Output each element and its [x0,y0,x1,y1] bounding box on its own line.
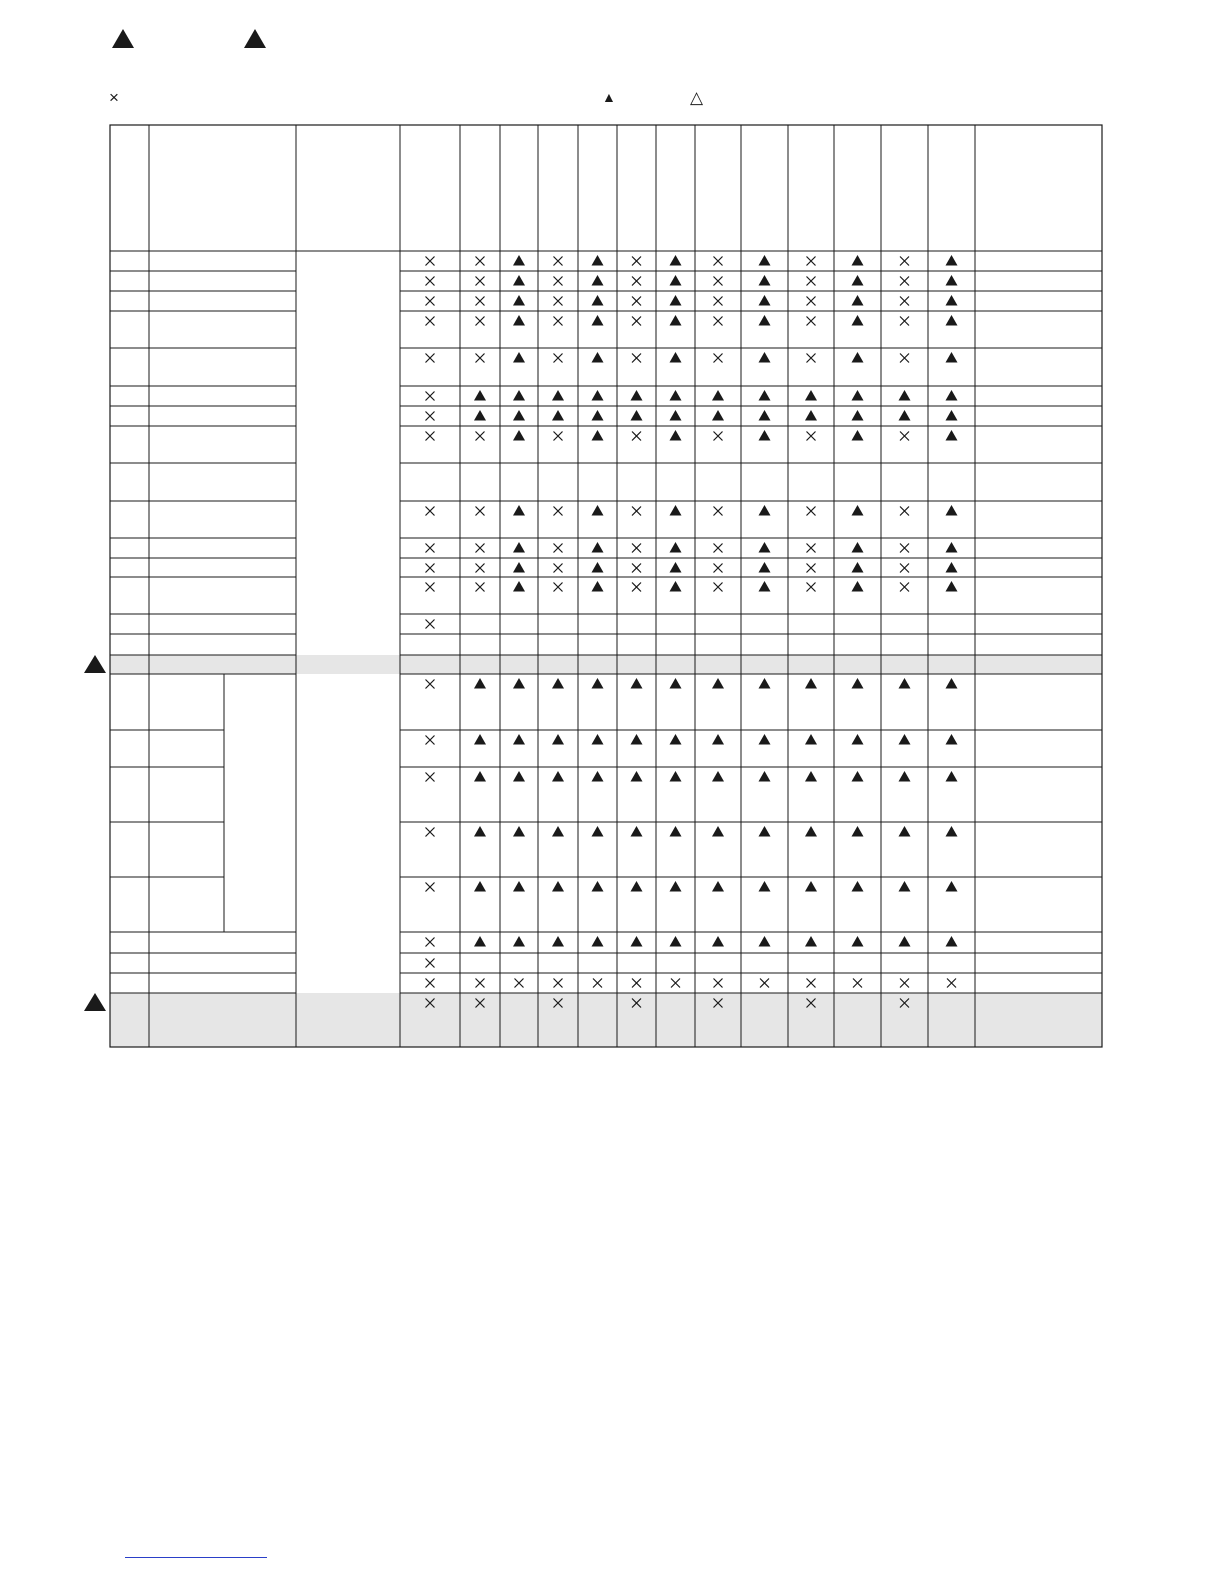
triangle-mark [592,315,604,326]
triangle-mark [759,581,771,592]
cross-mark [426,680,435,689]
cross-mark [807,979,816,988]
triangle-mark [946,430,958,441]
cross-mark [426,544,435,553]
triangle-mark [946,826,958,837]
triangle-mark [592,542,604,553]
cross-mark [807,354,816,363]
cross-mark [426,583,435,592]
cross-mark [426,297,435,306]
cross-mark [714,544,723,553]
triangle-mark [631,410,643,421]
triangle-mark [852,255,864,266]
triangle-mark [712,390,724,401]
triangle-mark [513,352,525,363]
cross-mark [426,432,435,441]
cross-mark [714,297,723,306]
triangle-mark [946,542,958,553]
triangle-mark [670,881,682,892]
shaded-row [110,993,1102,1047]
triangle-mark [513,826,525,837]
triangle-mark [805,410,817,421]
cross-mark [476,317,485,326]
triangle-mark [852,734,864,745]
triangle-mark [946,581,958,592]
cross-mark [900,507,909,516]
cross-mark [807,544,816,553]
triangle-mark [513,390,525,401]
triangle-mark [852,352,864,363]
footer-link-underline [125,1557,267,1558]
triangle-mark [712,410,724,421]
cross-mark [714,354,723,363]
triangle-mark [712,826,724,837]
triangle-mark [759,352,771,363]
triangle-mark [670,562,682,573]
triangle-mark [852,826,864,837]
triangle-mark [852,936,864,947]
revision-triangle-icon [84,655,106,673]
triangle-mark [474,936,486,947]
triangle-mark [592,352,604,363]
cross-mark [900,257,909,266]
cross-mark [426,736,435,745]
triangle-mark [712,678,724,689]
cross-mark [947,979,956,988]
triangle-mark [670,542,682,553]
cross-mark [900,544,909,553]
triangle-mark [631,826,643,837]
triangle-mark [670,678,682,689]
triangle-mark [852,881,864,892]
cross-mark [632,564,641,573]
triangle-mark [899,390,911,401]
triangle-mark [592,295,604,306]
cross-mark [760,979,769,988]
cross-mark [632,979,641,988]
triangle-mark [513,936,525,947]
triangle-mark [852,771,864,782]
cross-mark [426,317,435,326]
cross-mark [554,979,563,988]
cross-mark [900,354,909,363]
triangle-mark [631,734,643,745]
triangle-mark [513,542,525,553]
triangle-mark [631,771,643,782]
cross-mark [554,432,563,441]
triangle-mark [552,410,564,421]
triangle-mark [513,315,525,326]
triangle-mark [670,771,682,782]
triangle-mark [946,771,958,782]
cross-mark [807,583,816,592]
triangle-mark [513,881,525,892]
cross-mark [632,317,641,326]
open-triangle-legend-icon: △ [690,88,704,107]
cross-mark [426,412,435,421]
triangle-mark [852,390,864,401]
triangle-mark [670,390,682,401]
triangle-mark [946,255,958,266]
triangle-mark [759,542,771,553]
triangle-mark [852,315,864,326]
cross-mark [476,354,485,363]
cross-mark [807,317,816,326]
cross-mark [900,317,909,326]
triangle-mark [592,275,604,286]
cross-mark [554,583,563,592]
cross-mark [426,883,435,892]
triangle-mark [805,734,817,745]
cross-mark [632,432,641,441]
triangle-mark [513,562,525,573]
triangle-mark [899,936,911,947]
cross-mark [426,257,435,266]
triangle-mark [946,505,958,516]
triangle-mark [513,430,525,441]
triangle-mark [946,352,958,363]
triangle-mark [592,410,604,421]
cross-mark [426,979,435,988]
cross-mark [476,583,485,592]
cross-mark [476,979,485,988]
cross-mark [426,828,435,837]
triangle-mark [552,771,564,782]
cross-mark [426,392,435,401]
cross-mark [476,507,485,516]
cross-mark [632,297,641,306]
triangle-mark [852,581,864,592]
triangle-mark [852,542,864,553]
triangle-mark [552,734,564,745]
cross-mark [476,432,485,441]
triangle-mark [852,275,864,286]
triangle-mark [805,881,817,892]
triangle-mark [759,562,771,573]
triangle-mark [631,390,643,401]
cross-mark [632,507,641,516]
cross-mark [426,620,435,629]
triangle-mark [592,505,604,516]
triangle-mark [759,936,771,947]
triangle-mark [852,410,864,421]
triangle-mark [759,678,771,689]
triangle-mark [592,581,604,592]
cross-mark [632,257,641,266]
triangle-mark [631,936,643,947]
cross-mark [426,938,435,947]
triangle-mark [852,505,864,516]
triangle-mark [474,678,486,689]
cross-mark [554,564,563,573]
cross-mark [900,277,909,286]
filled-triangle-legend-icon: ▲ [602,89,616,105]
cross-mark [554,297,563,306]
triangle-mark [759,410,771,421]
cross-mark [426,564,435,573]
triangle-mark [759,826,771,837]
triangle-mark [592,771,604,782]
triangle-mark [946,881,958,892]
triangle-mark [592,678,604,689]
triangle-mark [592,881,604,892]
cross-mark [807,432,816,441]
triangle-mark [759,390,771,401]
cross-mark [714,317,723,326]
triangle-mark [513,734,525,745]
triangle-mark [946,734,958,745]
triangle-mark [712,936,724,947]
cross-mark [554,544,563,553]
triangle-mark [670,352,682,363]
cross-mark [476,564,485,573]
triangle-mark [946,410,958,421]
cross-legend-icon: × [109,88,119,107]
triangle-mark [552,881,564,892]
triangle-mark [852,295,864,306]
triangle-mark [759,295,771,306]
cross-mark [476,544,485,553]
triangle-mark [670,734,682,745]
cross-mark [900,979,909,988]
triangle-mark [592,430,604,441]
triangle-mark [592,826,604,837]
cross-mark [853,979,862,988]
cross-mark [714,277,723,286]
triangle-mark [759,430,771,441]
triangle-mark [670,275,682,286]
triangle-mark [670,826,682,837]
triangle-mark [805,390,817,401]
triangle-mark [474,410,486,421]
triangle-mark [759,505,771,516]
triangle-mark [670,505,682,516]
triangle-mark [592,390,604,401]
cross-mark [554,354,563,363]
cross-mark [476,277,485,286]
triangle-mark [631,881,643,892]
triangle-mark [852,430,864,441]
cross-mark [714,432,723,441]
triangle-mark [759,255,771,266]
cross-mark [632,583,641,592]
cross-mark [807,297,816,306]
triangle-mark [759,771,771,782]
triangle-mark [899,410,911,421]
triangle-mark [513,295,525,306]
triangle-mark [670,581,682,592]
cross-mark [714,507,723,516]
triangle-mark [899,678,911,689]
cross-mark [807,507,816,516]
triangle-mark [946,562,958,573]
triangle-mark [712,734,724,745]
triangle-mark [474,734,486,745]
triangle-mark [946,936,958,947]
triangle-mark [712,771,724,782]
triangle-mark [552,826,564,837]
cross-mark [900,297,909,306]
triangle-mark [592,562,604,573]
cross-mark [714,257,723,266]
triangle-mark [852,678,864,689]
triangle-mark [552,936,564,947]
cross-mark [426,277,435,286]
triangle-mark [805,678,817,689]
cross-mark [632,354,641,363]
triangle-mark [899,881,911,892]
triangle-mark [513,505,525,516]
triangle-mark [631,678,643,689]
triangle-mark [759,315,771,326]
triangle-mark [899,734,911,745]
triangle-mark [670,315,682,326]
triangle-mark [946,678,958,689]
triangle-mark [899,826,911,837]
revision-triangle-icon [84,993,106,1011]
triangle-mark [946,295,958,306]
cross-mark [476,257,485,266]
triangle-mark [592,255,604,266]
triangle-mark [670,936,682,947]
triangle-mark [670,410,682,421]
cross-mark [515,979,524,988]
triangle-mark [670,430,682,441]
triangle-mark [712,881,724,892]
triangle-mark [805,936,817,947]
cross-mark [900,583,909,592]
triangle-mark [513,410,525,421]
triangle-mark [474,826,486,837]
cross-mark [554,317,563,326]
cross-mark [807,257,816,266]
cross-mark [554,277,563,286]
cross-mark [554,257,563,266]
cross-mark [807,564,816,573]
cross-mark [593,979,602,988]
triangle-mark [592,936,604,947]
cross-mark [426,773,435,782]
cross-mark [476,297,485,306]
triangle-mark [805,826,817,837]
triangle-mark [474,390,486,401]
triangle-mark [552,390,564,401]
triangle-mark [513,771,525,782]
cross-mark [632,277,641,286]
cross-mark [554,507,563,516]
triangle-mark [946,390,958,401]
cross-mark [714,583,723,592]
triangle-mark [552,678,564,689]
triangle-mark [513,275,525,286]
triangle-mark [474,771,486,782]
triangle-mark [946,315,958,326]
triangle-mark [759,881,771,892]
cross-mark [714,979,723,988]
triangle-mark [759,275,771,286]
triangle-mark [513,255,525,266]
triangle-mark [513,581,525,592]
cross-mark [426,507,435,516]
triangle-mark [852,562,864,573]
triangle-mark [670,295,682,306]
cross-mark [900,432,909,441]
triangle-mark [899,771,911,782]
cross-mark [426,354,435,363]
triangle-mark [946,275,958,286]
triangle-mark [592,734,604,745]
cross-mark [632,544,641,553]
shaded-row [110,655,1102,674]
cross-mark [900,564,909,573]
triangle-mark [759,734,771,745]
cross-mark [426,959,435,968]
cross-mark [714,564,723,573]
triangle-mark [474,881,486,892]
triangle-mark [805,771,817,782]
triangle-mark [513,678,525,689]
cross-mark [671,979,680,988]
triangle-mark [670,255,682,266]
cross-mark [807,277,816,286]
